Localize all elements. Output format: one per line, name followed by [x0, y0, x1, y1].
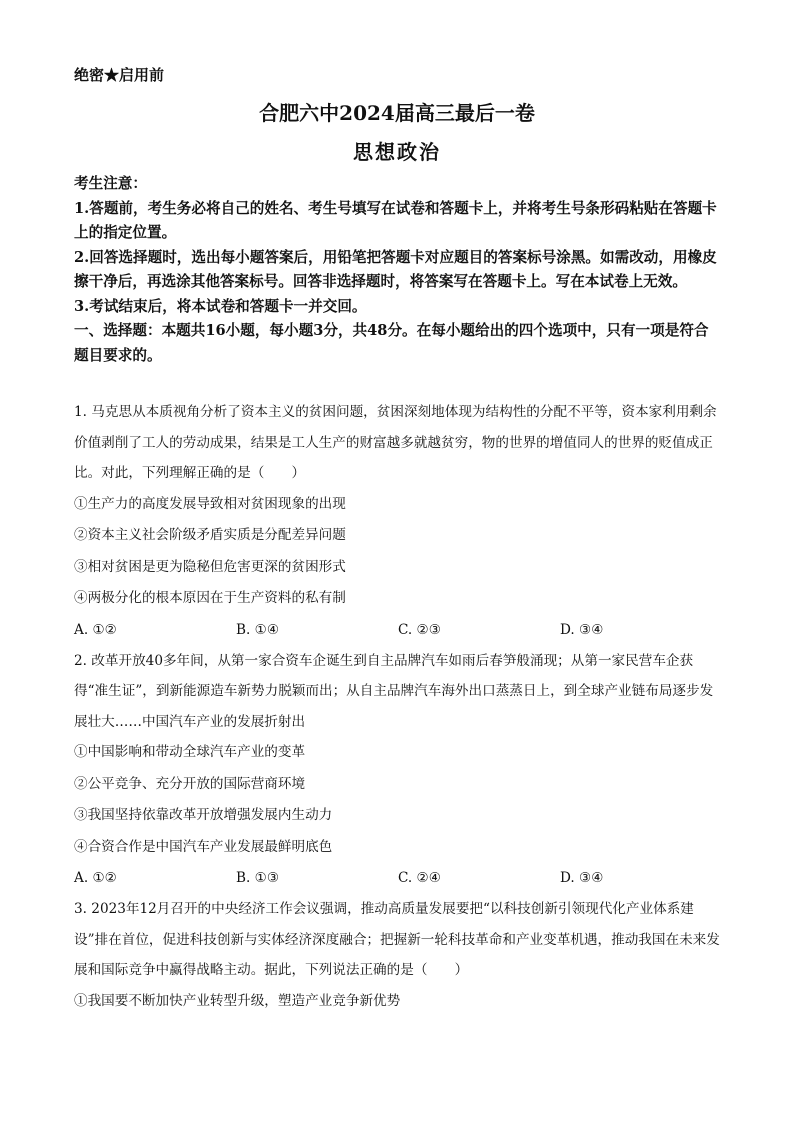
question-statement: ②资本主义社会阶级矛盾实质是分配差异问题 — [74, 527, 346, 543]
question-stem: 3. 2023年12月召开的中央经济工作会议强调，推动高质量发展要把“以科技创新引领现代化产业体系建设”排在首位，促进科技创新与实体经济深度融合；把握新一轮科技革命和产业变革机遇，推动我国在未来发展和国际竞争中赢得战略主动。据此，下列说法正确的是（ ） — [74, 901, 720, 978]
question-statement: ④合资合作是中国汽车产业发展最鲜明底色 — [74, 838, 333, 855]
notice-item: 3.考试结束后，将本试卷和答题卡一并交回。 — [74, 297, 367, 315]
question-stem: 1. 马克思从本质视角分析了资本主义的贫困问题，贫困深刻地体现为结构性的分配不平等，资本家利用剩余价值剥削了工人的劳动成果，结果是工人生产的财富越多就越贫穷，物的世界的增值同人的世界的贬值成正比。对此，下列理解正确的是（ ） — [74, 404, 717, 481]
answer-choice-a: A. ①② — [74, 621, 117, 638]
question-statement: ④两极分化的根本原因在于生产资料的私有制 — [74, 590, 346, 606]
notice-block — [74, 172, 720, 368]
exam-title: 合肥六中2024届高三最后一卷 — [259, 101, 535, 125]
question-stem: 2. 改革开放40多年间，从第一家合资车企诞生到自主品牌汽车如雨后春笋般涌现；从第一家民营车企获得“准生证”，到新能源造车新势力脱颖而出；从自主品牌汽车海外出口蒸蒸日上，到全球产业链布局逐步发展壮大……中国汽车产业的发展折射出 — [74, 652, 714, 730]
answer-choice-a: A. ①② — [74, 870, 117, 886]
notice-item: 1.答题前，考生务必将自己的姓名、考生号填写在试卷和答题卡上，并将考生号条形码粘贴在答题卡上的指定位置。 — [74, 199, 717, 241]
section-heading: 一、选择题：本题共16小题，每小题3分，共48分。在每小题给出的四个选项中，只有一项是符合题目要求的。 — [74, 322, 709, 364]
subject-title: 思想政治 — [353, 140, 441, 164]
question-statement: ①生产力的高度发展导致相对贫困现象的出现 — [74, 495, 346, 512]
question-statement: ③我国坚持依靠改革开放增强发展内生动力 — [74, 807, 333, 823]
question-1 — [74, 397, 720, 646]
answer-choice-c: C. ②④ — [398, 870, 441, 886]
question-3 — [74, 894, 720, 1017]
answer-choice-c: C. ②③ — [398, 621, 441, 638]
confidential-label: 绝密★启用前 — [74, 66, 165, 84]
question-statement: ③相对贫困是更为隐秘但危害更深的贫困形式 — [74, 558, 346, 575]
answer-choice-b: B. ①④ — [236, 621, 280, 638]
question-statement: ②公平竞争、充分开放的国际营商环境 — [74, 775, 306, 792]
answer-choice-b: B. ①③ — [236, 870, 280, 886]
answer-choices — [74, 615, 720, 646]
question-2 — [74, 646, 720, 895]
answer-choice-d: D. ③④ — [560, 870, 604, 886]
notice-heading: 考生注意： — [74, 175, 147, 192]
question-list — [74, 397, 720, 1017]
notice-item: 2.回答选择题时，选出每小题答案后，用铅笔把答题卡对应题目的答案标号涂黑。如需改动，用橡皮擦干净后，再选涂其他答案标号。回答非选择题时，将答案写在答题卡上。写在本试卷上无效。 — [74, 248, 717, 290]
answer-choice-d: D. ③④ — [560, 621, 604, 638]
question-statement: ①中国影响和带动全球汽车产业的变革 — [74, 744, 306, 760]
question-statement: ①我国要不断加快产业转型升级，塑造产业竞争新优势 — [74, 992, 401, 1009]
answer-choices — [74, 863, 720, 894]
